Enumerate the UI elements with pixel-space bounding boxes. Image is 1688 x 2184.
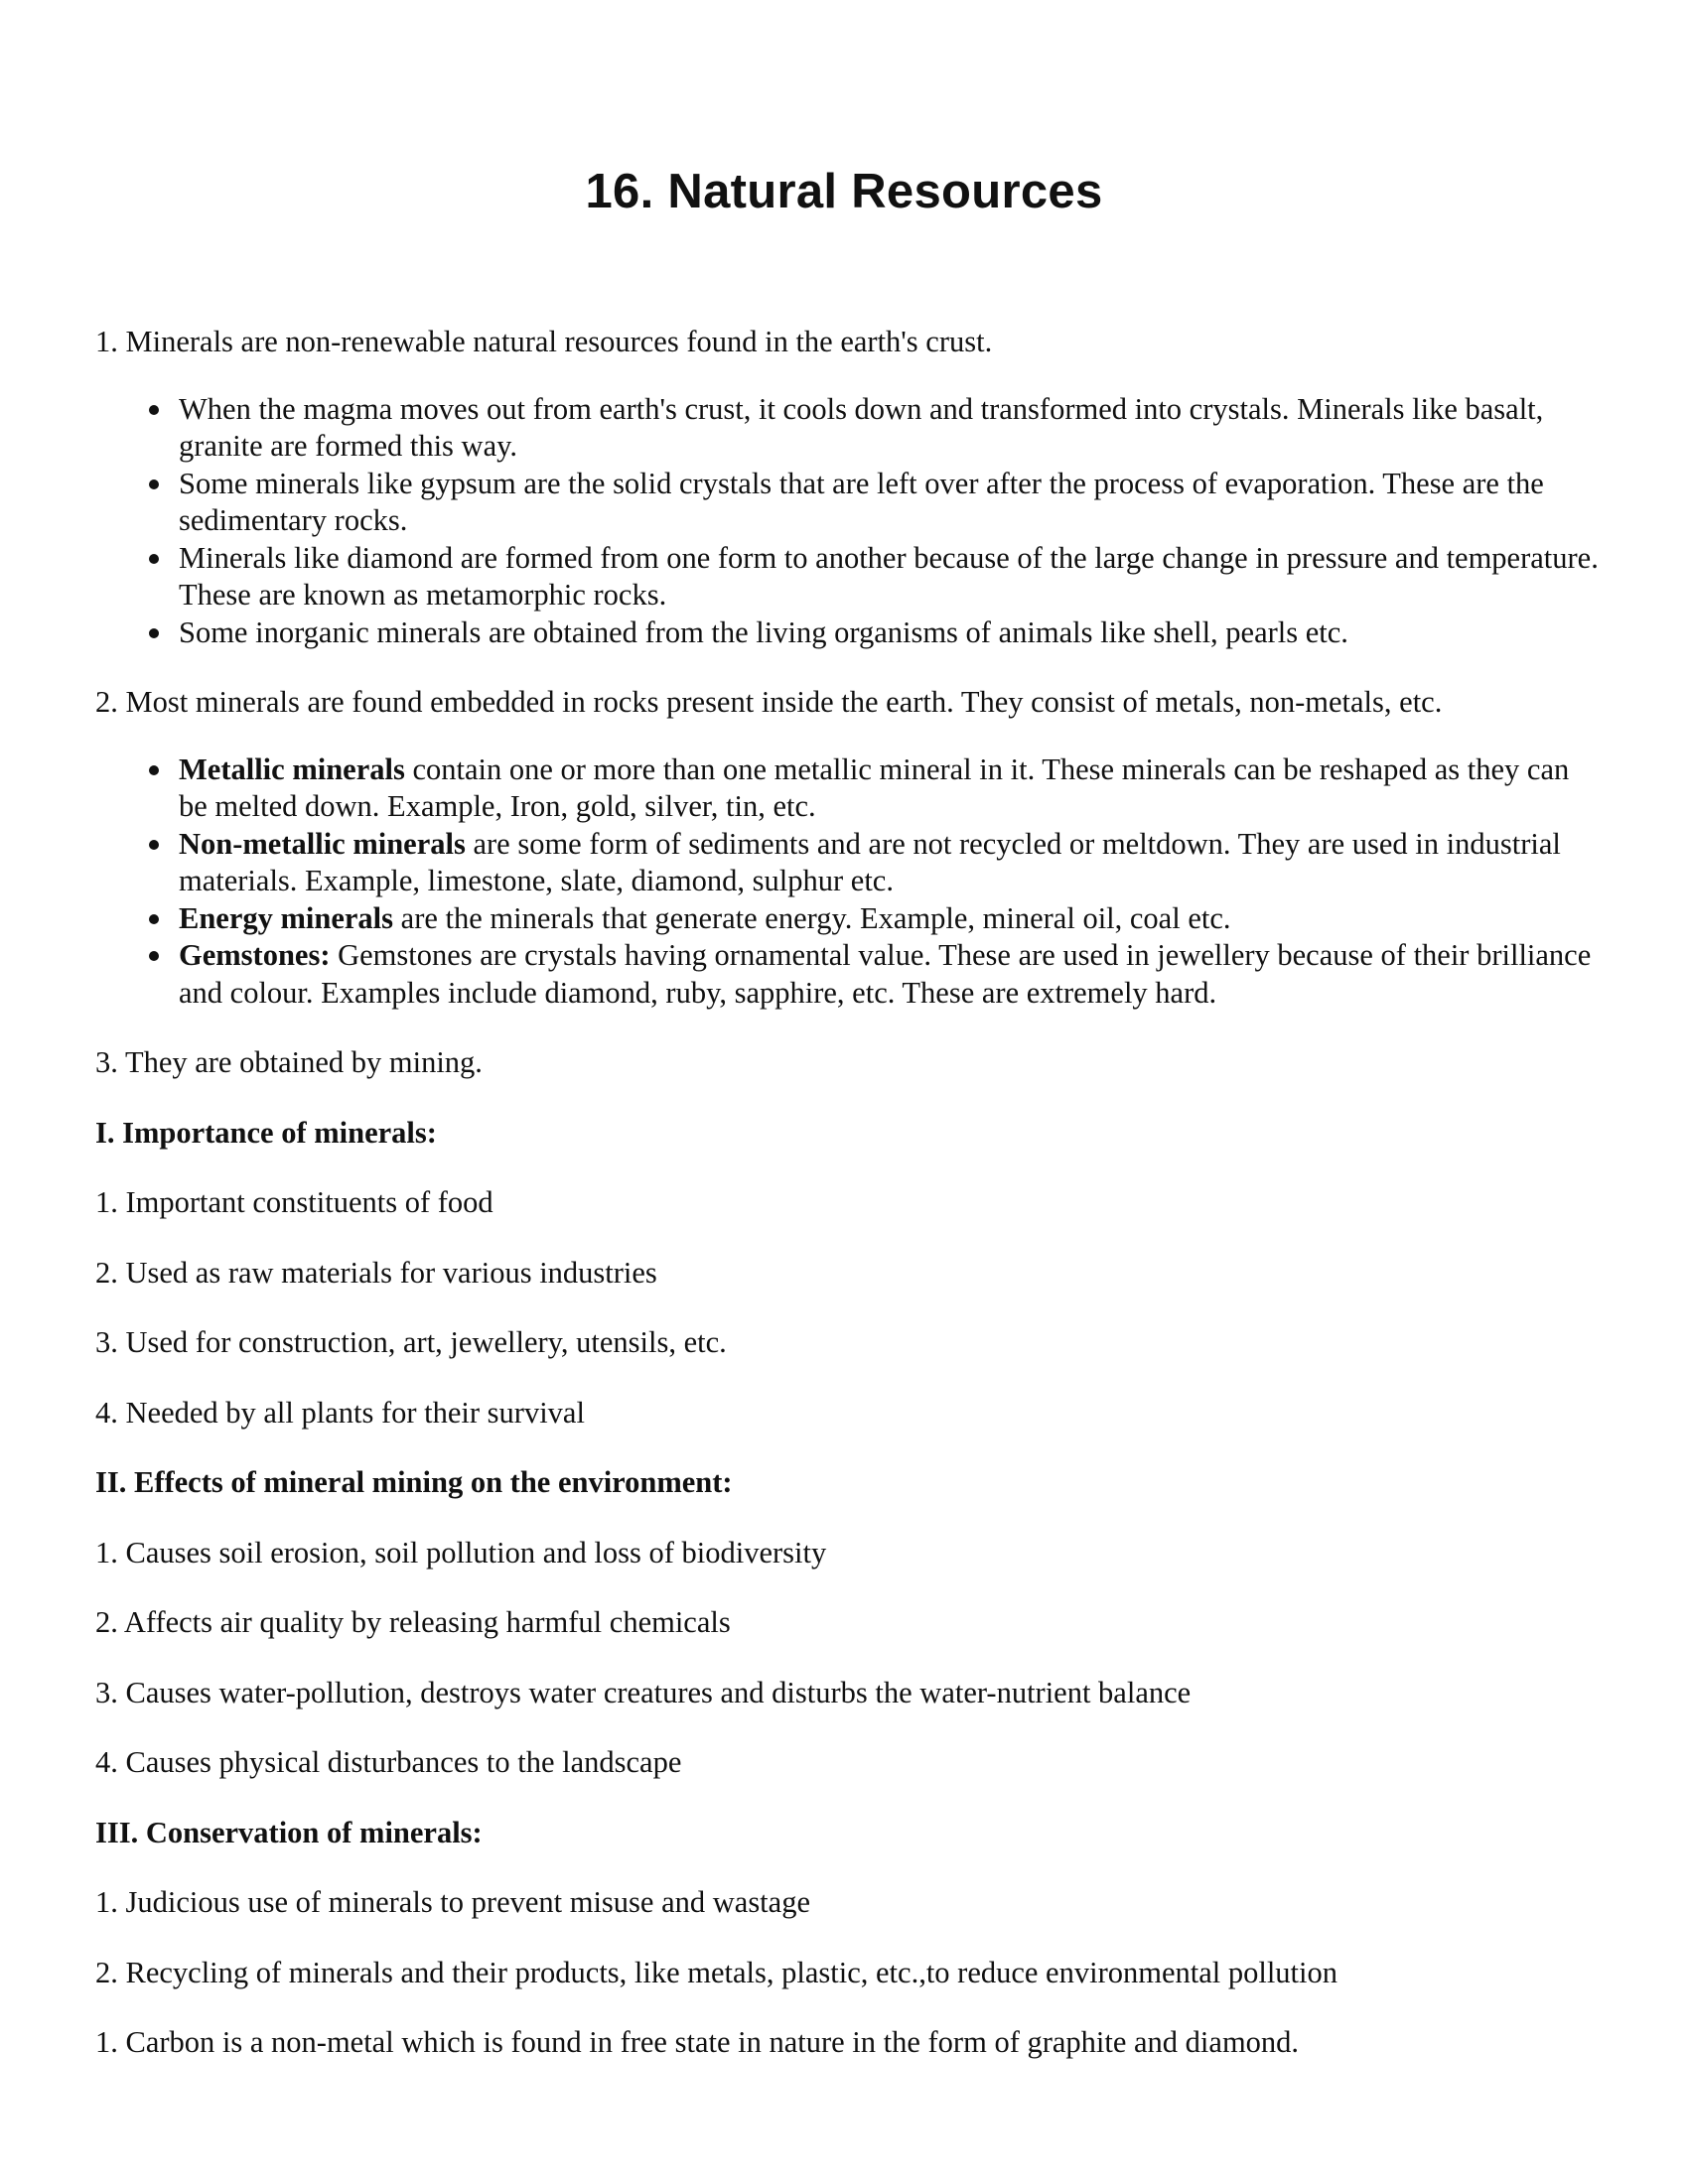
bullet-icon bbox=[149, 479, 159, 489]
list-item: 2. Recycling of minerals and their products, like metals, plastic, etc.,to reduce environmental pollution bbox=[95, 1955, 1337, 1989]
bullet-item bbox=[179, 751, 1605, 826]
document-body bbox=[95, 324, 1605, 2095]
section-heading-effects: II. Effects of mineral mining on the environment: bbox=[95, 1465, 733, 1499]
bullet-icon bbox=[149, 914, 159, 924]
list-item: 1. Judicious use of minerals to prevent misuse and wastage bbox=[95, 1885, 810, 1919]
list-item: 2. Affects air quality by releasing harmful chemicals bbox=[95, 1605, 731, 1639]
bullet-item bbox=[179, 900, 1605, 938]
bullet-text: When the magma moves out from earth's crust, it cools down and transformed into crystals. Minerals like basalt, granite are formed this way. bbox=[179, 391, 1544, 463]
bullet-item bbox=[179, 826, 1605, 900]
bullet-icon bbox=[149, 554, 159, 564]
bullet-text: Some inorganic minerals are obtained from the living organisms of animals like shell, pearls etc. bbox=[179, 614, 1348, 649]
list-item: 1. Causes soil erosion, soil pollution and loss of biodiversity bbox=[95, 1535, 827, 1570]
list-item: 1. Carbon is a non-metal which is found in free state in nature in the form of graphite and diamond. bbox=[95, 2025, 1300, 2059]
bullet-icon bbox=[149, 405, 159, 415]
formation-bullet-list bbox=[95, 391, 1605, 652]
bullet-item bbox=[179, 391, 1605, 466]
bullet-text: Gemstones are crystals having ornamental value. These are used in jewellery because of their brilliance and colour. Examples include diamond, ruby, sapphire, etc. These are extremely hard. bbox=[179, 938, 1592, 1010]
bullet-text: are some form of sediments and are not recycled or meltdown. They are used in industrial materials. Example, limestone, slate, diamond, sulphur etc. bbox=[179, 826, 1561, 897]
bullet-term: Metallic minerals bbox=[179, 751, 405, 786]
bullet-term: Energy minerals bbox=[179, 900, 394, 935]
bullet-term: Gemstones: bbox=[179, 938, 331, 972]
page-title: 16. Natural Resources bbox=[585, 165, 1103, 218]
bullet-icon bbox=[149, 951, 159, 961]
list-item: 3. Causes water-pollution, destroys water creatures and disturbs the water-nutrient balance bbox=[95, 1675, 1192, 1709]
section-heading-conservation: III. Conservation of minerals: bbox=[95, 1815, 483, 1849]
list-item: 4. Needed by all plants for their survival bbox=[95, 1395, 585, 1430]
mineral-types-bullet-list bbox=[95, 751, 1605, 1013]
list-item: 1. Important constituents of food bbox=[95, 1185, 493, 1219]
bullet-term: Non-metallic minerals bbox=[179, 826, 466, 861]
intro-item-1: 1. Minerals are non-renewable natural resources found in the earth's crust. bbox=[95, 325, 993, 358]
bullet-text: contain one or more than one metallic mineral in it. These minerals can be reshaped as they can be melted down. Example, Iron, gold, silver, tin, etc. bbox=[179, 751, 1570, 823]
intro-item-2: 2. Most minerals are found embedded in rocks present inside the earth. They consist of metals, non-metals, etc. bbox=[95, 685, 1443, 719]
bullet-icon bbox=[149, 840, 159, 850]
bullet-item bbox=[179, 466, 1605, 540]
bullet-item bbox=[179, 614, 1605, 652]
section-heading-importance: I. Importance of minerals: bbox=[95, 1115, 437, 1150]
list-item: 3. Used for construction, art, jewellery, utensils, etc. bbox=[95, 1325, 727, 1359]
bullet-text: Some minerals like gypsum are the solid crystals that are left over after the process of evaporation. These are the sedimentary rocks. bbox=[179, 466, 1544, 537]
bullet-text: Minerals like diamond are formed from one form to another because of the large change in pressure and temperature. These are known as metamorphic rocks. bbox=[179, 540, 1599, 612]
list-item: 4. Causes physical disturbances to the landscape bbox=[95, 1745, 682, 1779]
bullet-item bbox=[179, 540, 1605, 614]
bullet-icon bbox=[149, 628, 159, 638]
bullet-item bbox=[179, 937, 1605, 1012]
bullet-text: are the minerals that generate energy. Example, mineral oil, coal etc. bbox=[393, 900, 1231, 935]
list-item: 2. Used as raw materials for various industries bbox=[95, 1255, 657, 1290]
intro-item-3: 3. They are obtained by mining. bbox=[95, 1045, 483, 1079]
bullet-icon bbox=[149, 765, 159, 775]
